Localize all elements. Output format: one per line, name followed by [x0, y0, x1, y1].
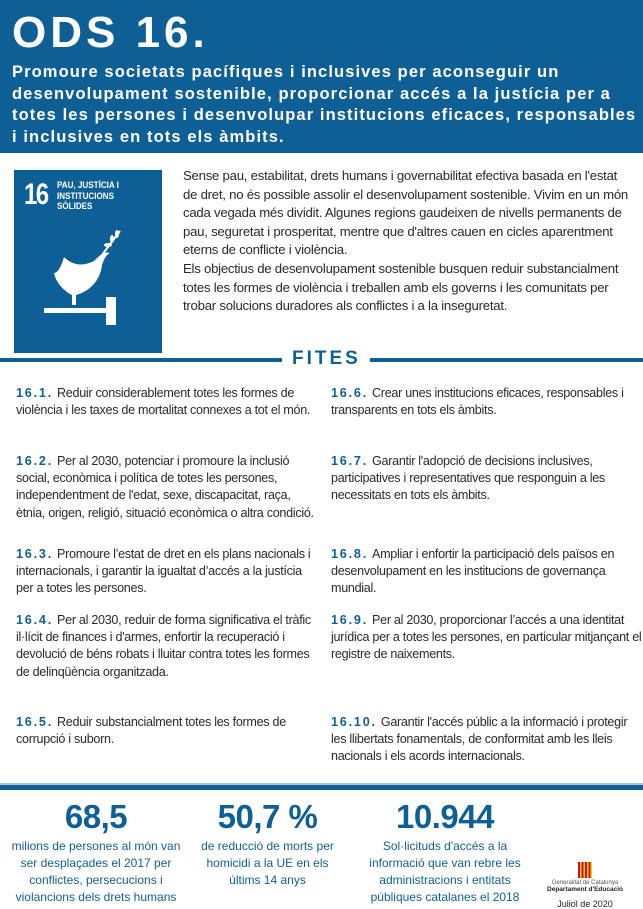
page-subtitle: Promoure societats pacífiques i inclusives per aconseguir un desenvolupament sostenible, proporcionar accés a la justícia per a totes les persones i desenvolupar institucions eficaces, responsables i inclusives en tots els àmbits. [12, 63, 637, 146]
target-text: Per al 2030, reduir de forma significativa el tràfic il·lícit de finances i d'armes, enfortir la recuperació i devolució de béns robats i lluitar contra totes les formes de delinqüència organitzada. [16, 613, 311, 679]
stat-value: 68,5 [64, 798, 128, 835]
target-code: 16.3. [16, 547, 54, 561]
target-text: Crear unes institucions eficaces, responsables i transparents en tots els àmbits. [331, 386, 624, 418]
generalitat-logo [540, 862, 630, 909]
target-code: 16.4. [16, 613, 54, 627]
logo-label: PAU, JUSTÍCIA I INSTITUCIONS SÒLIDES [57, 180, 119, 212]
target-text: Per al 2030, potenciar i promoure la inclusió social, econòmica i política de totes les persones, independentment de l'edat, sexe, discapacitat, raça, ètnia, origen, religió, situació econòmica o altra condició. [16, 454, 314, 520]
target-item [331, 612, 643, 664]
intro-text [183, 167, 633, 316]
target-item [16, 612, 316, 681]
target-text: Reduir substancialment totes les formes de corrupció i suborn. [16, 715, 286, 747]
divider [0, 785, 643, 790]
target-item [331, 546, 643, 598]
target-text: Promoure l’estat de dret en els plans nacionals i internacionals, i garantir la igualtat d’accés a la justícia per a totes les persones. [16, 547, 311, 596]
divider [370, 358, 643, 362]
logo-number: 16 [24, 178, 48, 211]
target-text: Per al 2030, proporcionar l’accés a una identitat jurídica per a totes les persones, en particular mitjançant el registre de naixements. [331, 613, 642, 662]
target-text: Reduir considerablement totes les formes de violència i les taxes de mortalitat connexes a tot el món. [16, 386, 311, 418]
target-item [331, 714, 643, 766]
stat-block [195, 798, 340, 889]
stat-value: 10.944 [396, 798, 494, 835]
target-code: 16.9. [331, 613, 369, 627]
target-code: 16.1. [16, 386, 54, 400]
senyera-icon [578, 862, 592, 878]
stat-block [365, 798, 525, 906]
stat-description: de reducció de morts per homicidi a la UE en els últims 14 anys [201, 839, 334, 887]
target-item [16, 714, 316, 748]
header-banner [0, 0, 643, 153]
stat-value: 50,7 % [217, 798, 318, 835]
stat-block [10, 798, 182, 906]
org-name: Generalitat de Catalunya [551, 880, 619, 886]
target-text: Garantir l'accés públic a la informació i protegir les llibertats fonamentals, de conformitat amb les lleis nacionals i els acords internacionals. [331, 715, 628, 764]
department-name: Departament d'Educació [547, 886, 623, 893]
sdg16-logo [14, 170, 162, 353]
target-code: 16.6. [331, 386, 369, 400]
divider [0, 358, 282, 362]
publication-date: Juliol de 2020 [557, 899, 613, 909]
page-title: ODS 16. [12, 8, 209, 57]
target-code: 16.5. [16, 715, 54, 729]
dove-gavel-icon [42, 225, 137, 340]
target-code: 16.2. [16, 454, 54, 468]
intro-paragraph: Sense pau, estabilitat, drets humans i governabilitat efectiva basada en l'estat de dret, no és possible assolir el desenvolupament sostenible. Vivim en un món cada vegada més dividit. Algunes regions gaudeixen de nivells permanents de pau, seguretat i prosperitat, mentre que d'altres cauen en cicles aparentment eterns de conflicte i violència. [183, 168, 629, 258]
intro-paragraph: Els objectius de desenvolupament sostenible busquen reduir substancialment totes les formes de violència i treballen amb els governs i les comunitats per trobar solucions duradores als conflictes i a la inseguretat. [183, 260, 619, 314]
target-item [16, 546, 316, 598]
target-text: Garantir l'adopció de decisions inclusives, participatives i representatives que responguin a les necessitats en tots els àmbits. [331, 454, 605, 503]
target-code: 16.7. [331, 454, 369, 468]
target-item [16, 453, 316, 522]
target-item [331, 453, 643, 505]
target-code: 16.10. [331, 715, 377, 729]
target-code: 16.8. [331, 547, 369, 561]
target-text: Ampliar i enfortir la participació dels països en desenvolupament en les institucions de governança mundial. [331, 547, 615, 596]
fites-heading [0, 348, 643, 370]
target-item [16, 385, 316, 419]
stat-description: milions de persones al món van ser desplaçades el 2017 per conflictes, persecucions i violancions dels drets humans [11, 839, 181, 904]
stat-description: Sol·licituds d'accés a la informació que van rebre les administracions i entitats públiques catalanes el 2018 [369, 839, 521, 904]
target-item [331, 385, 643, 419]
fites-title: FITES [292, 348, 361, 369]
